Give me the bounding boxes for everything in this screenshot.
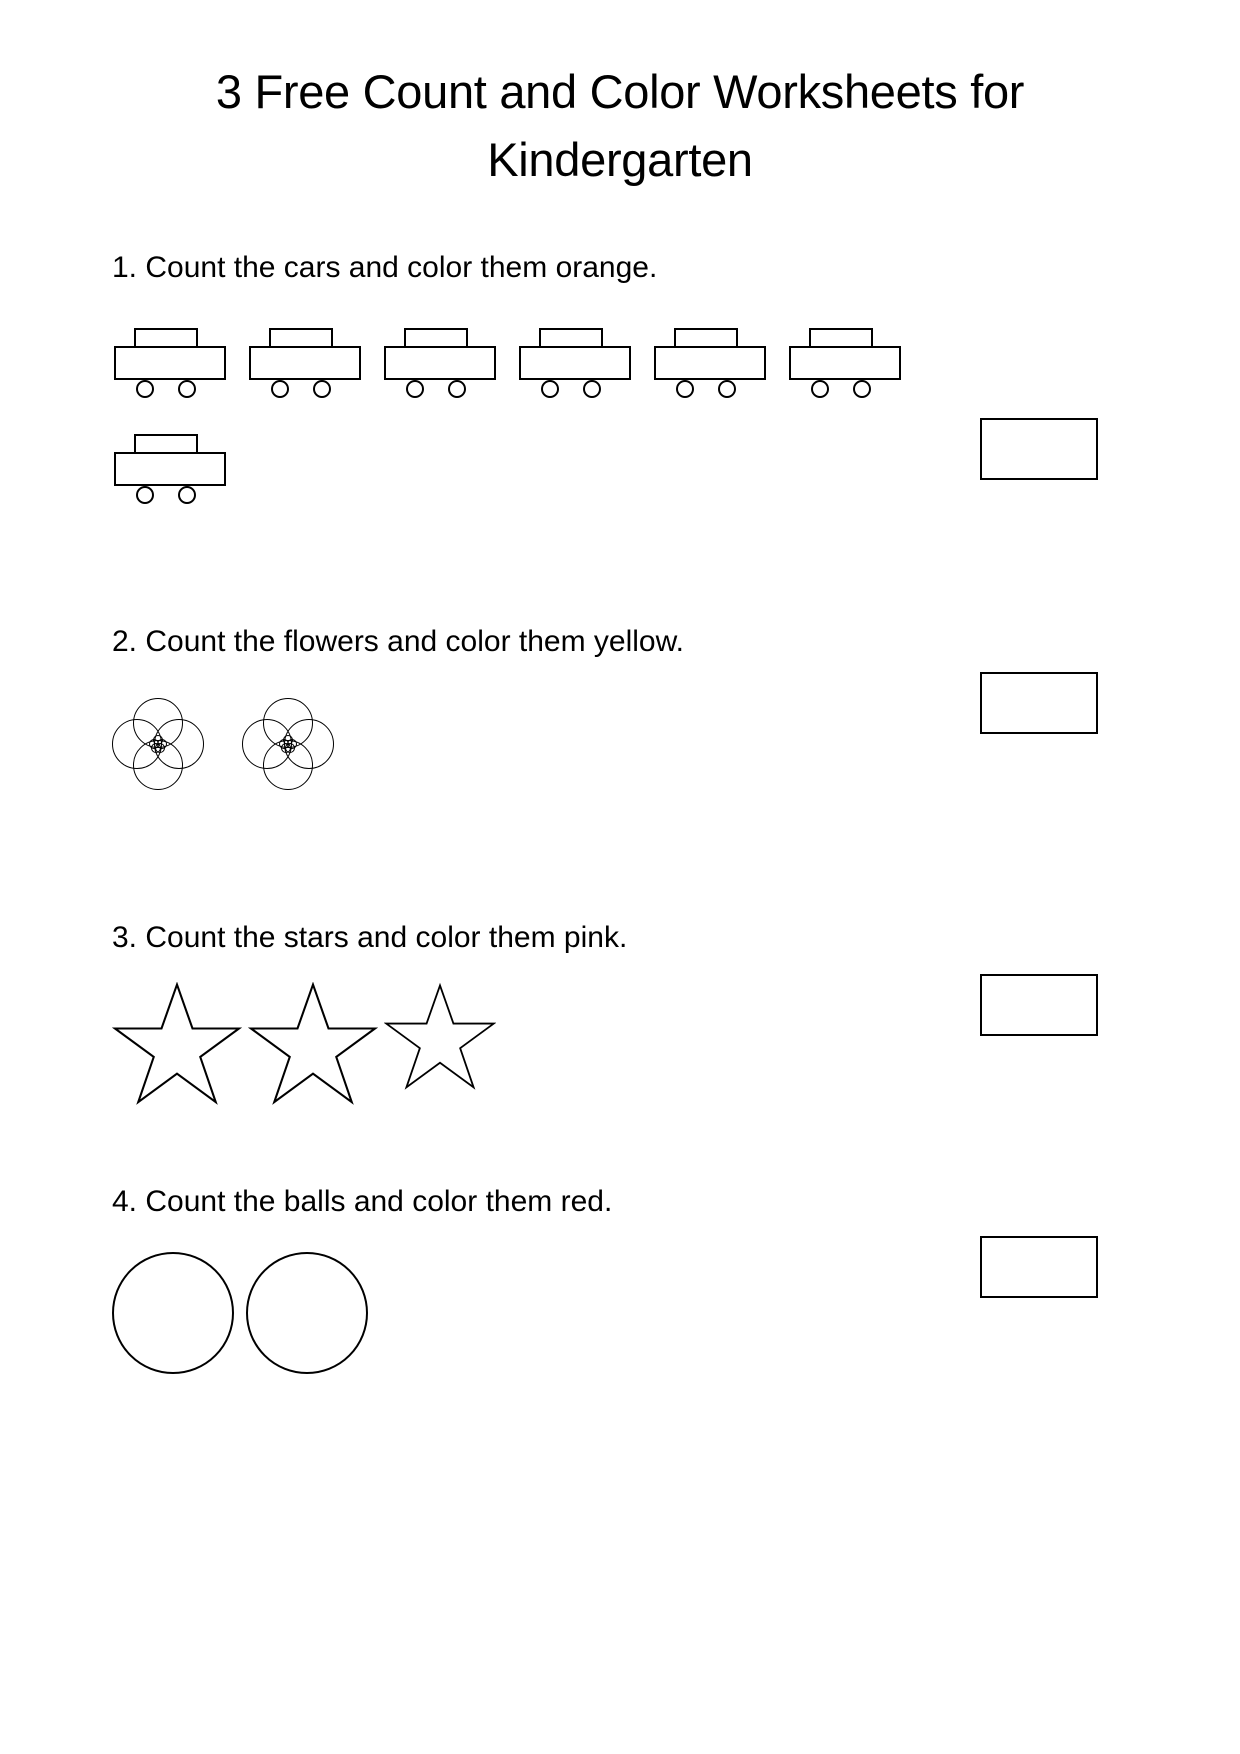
car-cabin [539, 328, 603, 348]
car-wheel [541, 380, 559, 398]
car-icon [112, 430, 228, 512]
flower-center [279, 735, 297, 753]
car-wheel [448, 380, 466, 398]
answer-box-flowers[interactable] [980, 672, 1098, 734]
car-body [114, 346, 226, 380]
car-wheel [136, 380, 154, 398]
task-prompt-stars: 3. Count the stars and color them pink. [112, 921, 628, 955]
car-icon [382, 324, 498, 406]
car-cabin [809, 328, 873, 348]
star-icon [384, 982, 496, 1092]
car-body [249, 346, 361, 380]
page-title: 3 Free Count and Color Worksheets for Kindergarten [215, 65, 1025, 187]
car-cabin [674, 328, 738, 348]
car-wheel [676, 380, 694, 398]
car-icon [787, 324, 903, 406]
answer-box-balls[interactable] [980, 1236, 1098, 1298]
task-section-balls [0, 1184, 1240, 1374]
task-prompt-flowers: 2. Count the flowers and color them yellow. [112, 625, 684, 659]
cars-row-1 [112, 324, 1240, 406]
car-cabin [134, 328, 198, 348]
car-wheel [178, 380, 196, 398]
car-body [789, 346, 901, 380]
car-wheel [853, 380, 871, 398]
car-wheel [136, 486, 154, 504]
answer-box-stars[interactable] [980, 974, 1098, 1036]
task-prompt-balls: 4. Count the balls and color them red. [112, 1185, 613, 1219]
task-section-cars [0, 250, 1240, 512]
car-wheel [811, 380, 829, 398]
task-section-stars [0, 920, 1240, 1106]
flower-center [149, 735, 167, 753]
car-wheel [271, 380, 289, 398]
car-icon [112, 324, 228, 406]
car-cabin [134, 434, 198, 454]
car-body [654, 346, 766, 380]
car-cabin [269, 328, 333, 348]
car-wheel [406, 380, 424, 398]
car-wheel [718, 380, 736, 398]
car-icon [652, 324, 768, 406]
ball-icon [246, 1252, 368, 1374]
car-wheel [583, 380, 601, 398]
task-section-flowers [0, 624, 1240, 790]
car-wheel [313, 380, 331, 398]
task-prompt-cars: 1. Count the cars and color them orange. [112, 251, 658, 285]
star-icon [248, 982, 378, 1106]
star-icon [112, 982, 242, 1106]
flower-icon [242, 698, 334, 790]
answer-box-cars[interactable] [980, 418, 1098, 480]
car-cabin [404, 328, 468, 348]
car-body [519, 346, 631, 380]
car-body [384, 346, 496, 380]
car-icon [517, 324, 633, 406]
car-wheel [178, 486, 196, 504]
car-body [114, 452, 226, 486]
car-icon [247, 324, 363, 406]
flower-icon [112, 698, 204, 790]
ball-icon [112, 1252, 234, 1374]
